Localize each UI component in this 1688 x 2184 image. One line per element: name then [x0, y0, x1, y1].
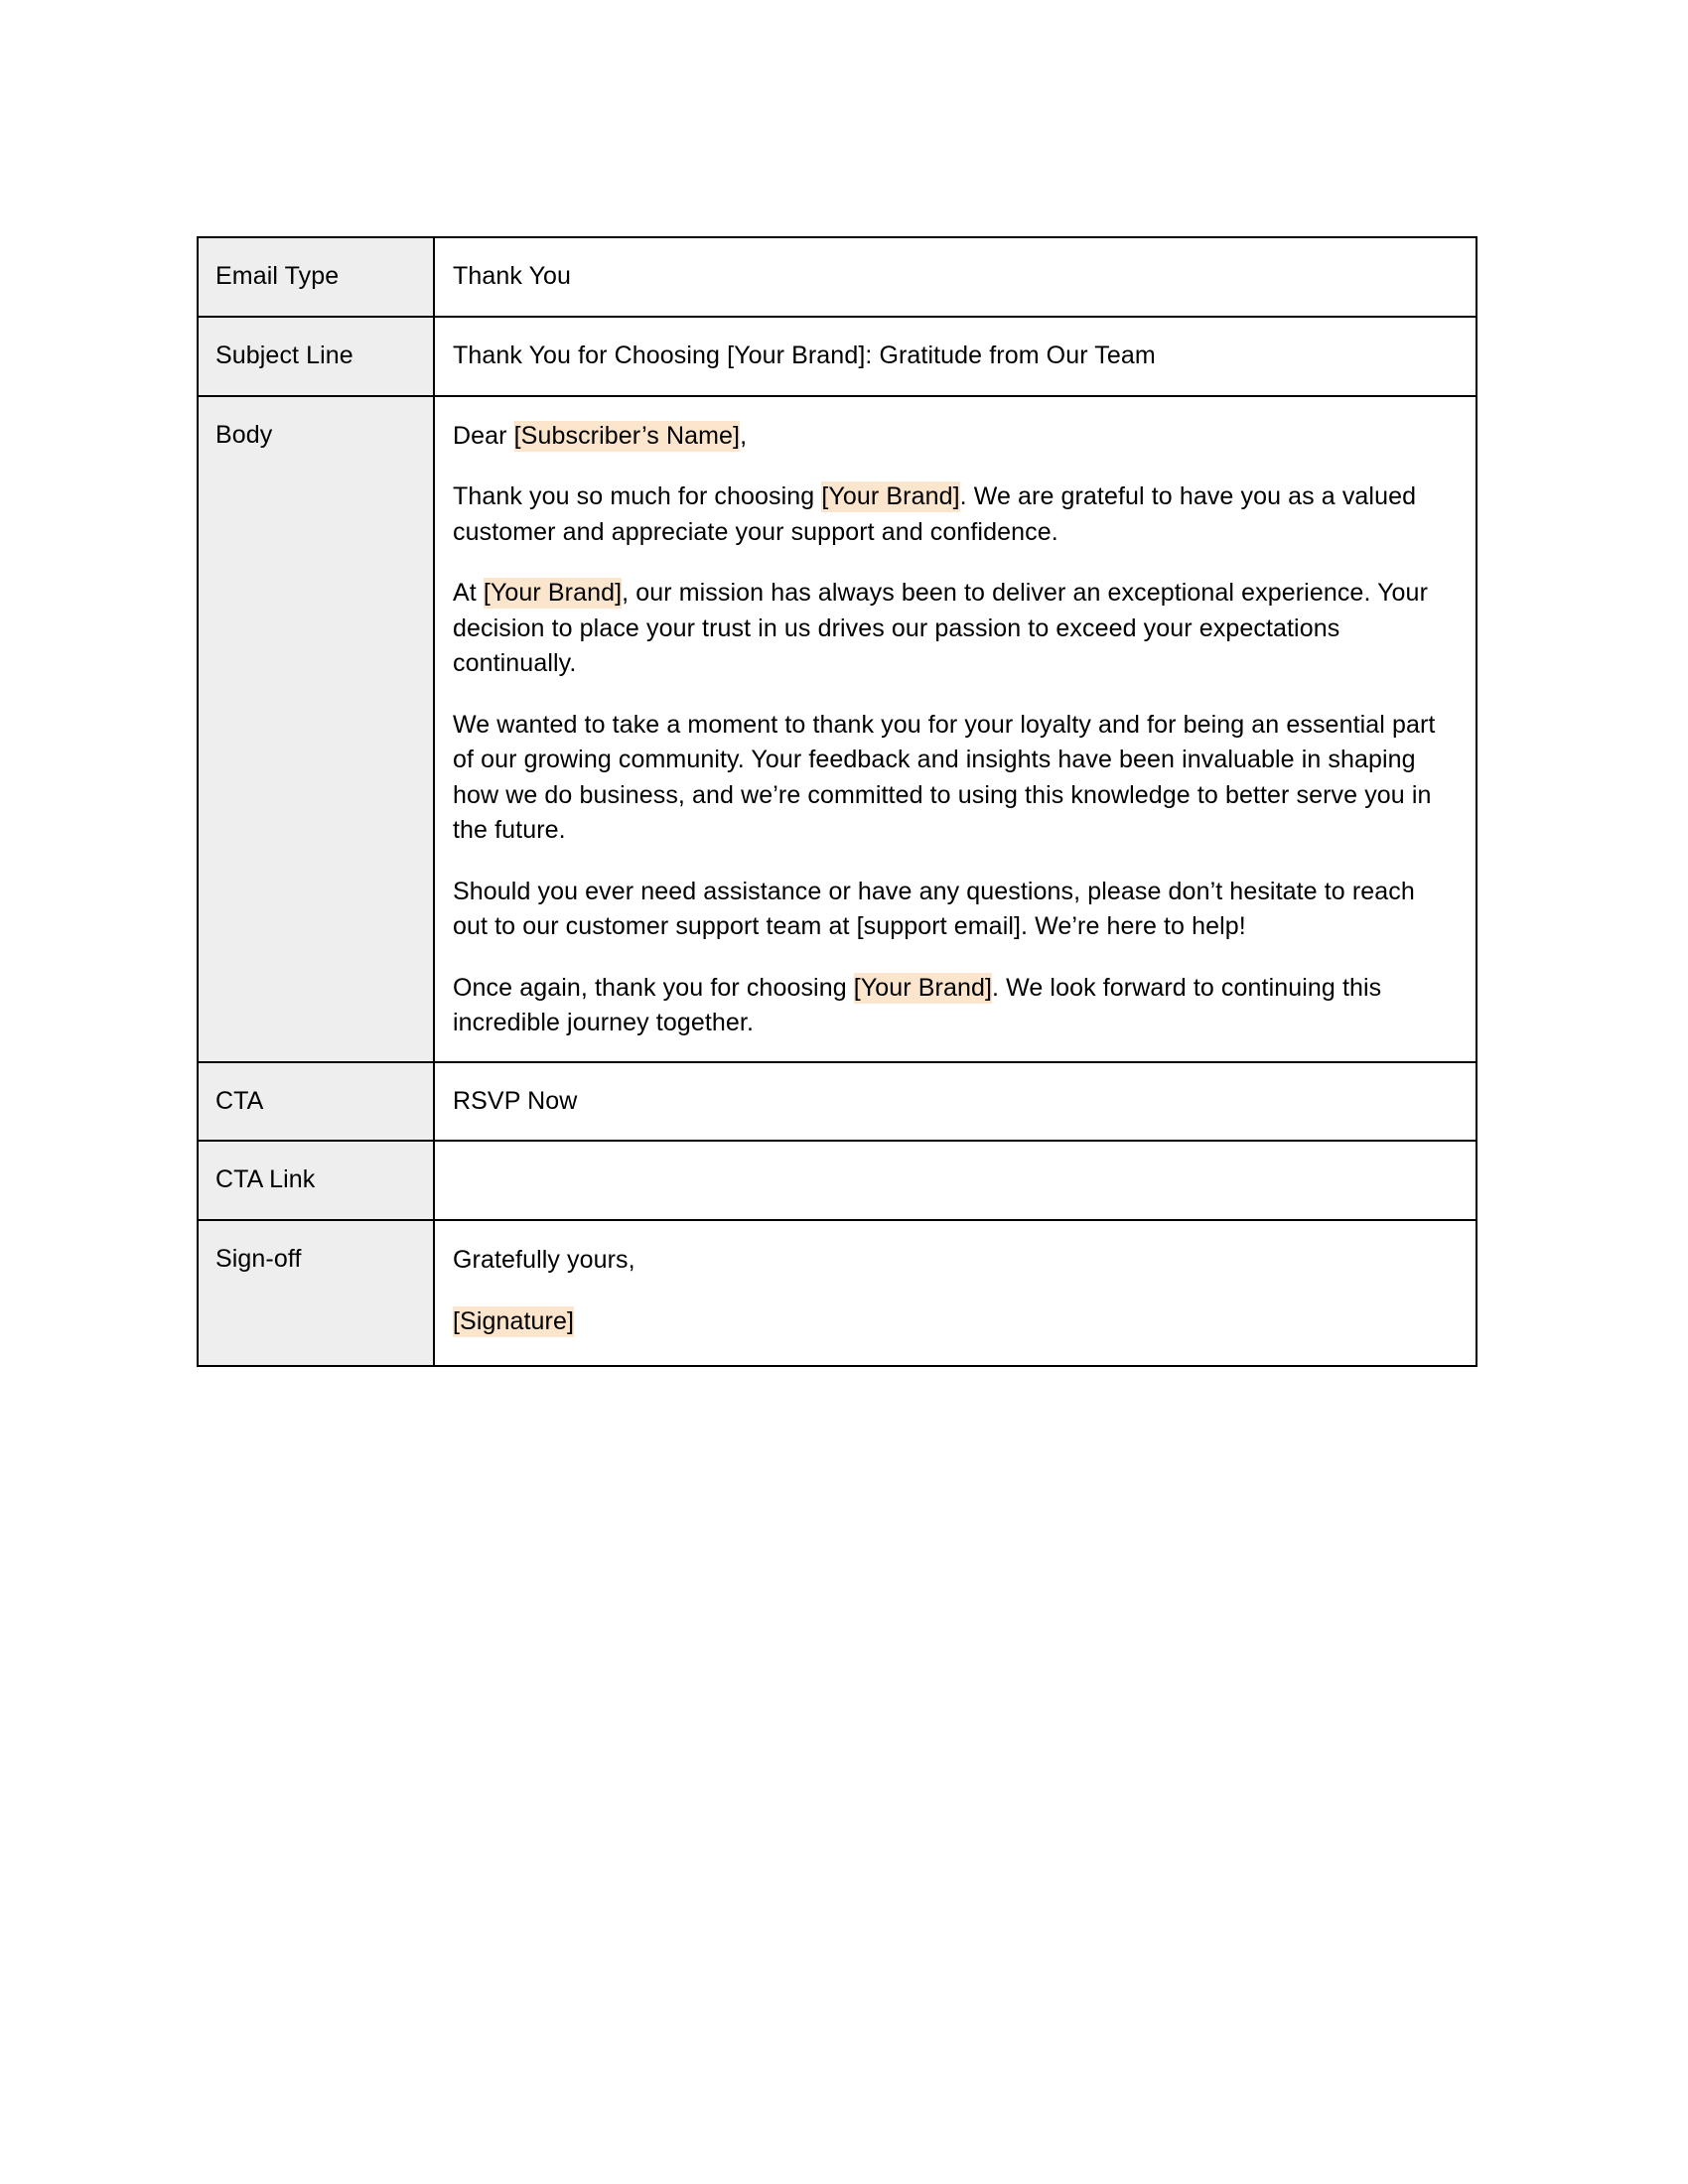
- table-row-cta-link: [198, 1141, 1477, 1220]
- table-row-cta: [198, 1062, 1477, 1142]
- body-paragraph: [453, 971, 1456, 1041]
- row-value-subject-line: Thank You for Choosing [Your Brand]: Gratitude from Our Team: [434, 317, 1477, 396]
- sign-off-line: [453, 1304, 1458, 1340]
- text-segment: Gratefully yours,: [453, 1246, 635, 1274]
- row-label-cta-link: CTA Link: [198, 1141, 434, 1220]
- row-value-sign-off: [434, 1220, 1477, 1366]
- cta-link-empty-value: [453, 1163, 1458, 1193]
- highlighted-placeholder: [Signature]: [453, 1306, 575, 1335]
- body-paragraph: [453, 875, 1456, 945]
- highlighted-placeholder: [Subscriber’s Name]: [513, 421, 741, 450]
- body-paragraph-list: [453, 419, 1458, 1041]
- highlighted-placeholder: [Your Brand]: [483, 579, 623, 607]
- text-segment: . We look forward to continuing this incredible journey together.: [453, 973, 1382, 1036]
- text-segment: At: [453, 579, 484, 607]
- body-paragraph: [453, 708, 1456, 849]
- row-value-body: [434, 396, 1477, 1062]
- row-value-email-type: Thank You: [434, 237, 1477, 317]
- row-label-email-type: Email Type: [198, 237, 434, 317]
- highlighted-placeholder: [Your Brand]: [853, 973, 993, 1002]
- text-segment: Dear: [453, 421, 514, 450]
- table-row-email-type: [198, 237, 1477, 317]
- row-value-cta-link: [434, 1141, 1477, 1220]
- text-segment: . We are grateful to have you as a valued customer and appreciate your support and confidence.: [453, 482, 1417, 546]
- row-value-cta: RSVP Now: [434, 1062, 1477, 1142]
- table-row-body: [198, 396, 1477, 1062]
- sign-off-line: [453, 1243, 1458, 1279]
- table-body: [198, 237, 1477, 1366]
- body-paragraph: [453, 419, 1456, 455]
- text-segment: Should you ever need assistance or have any questions, please don’t hesitate to reach out to our customer support team at [support email]. We’re here to help!: [453, 877, 1415, 940]
- text-segment: Once again, thank you for choosing: [453, 973, 854, 1002]
- text-segment: We wanted to take a moment to thank you for your loyalty and for being an essential part of our growing community. Your feedback and insights have been invaluable in shaping how we do business, and we’re committed to using this knowledge to better serve you in the future.: [453, 710, 1436, 844]
- table-row-sign-off: [198, 1220, 1477, 1366]
- row-label-subject-line: Subject Line: [198, 317, 434, 396]
- body-paragraph: [453, 479, 1456, 550]
- body-paragraph: [453, 576, 1456, 682]
- row-label-sign-off: Sign-off: [198, 1220, 434, 1366]
- row-label-body: Body: [198, 396, 434, 1062]
- highlighted-placeholder: [Your Brand]: [821, 482, 960, 510]
- text-segment: ,: [740, 421, 748, 450]
- sign-off-line-list: [453, 1243, 1458, 1339]
- table-row-subject-line: [198, 317, 1477, 396]
- row-label-cta: CTA: [198, 1062, 434, 1142]
- text-segment: , our mission has always been to deliver an exceptional experience. Your decision to place your trust in us drives our passion to exceed your expectations continually.: [453, 579, 1428, 677]
- email-template-table: [197, 236, 1477, 1367]
- text-segment: Thank you so much for choosing: [453, 482, 822, 510]
